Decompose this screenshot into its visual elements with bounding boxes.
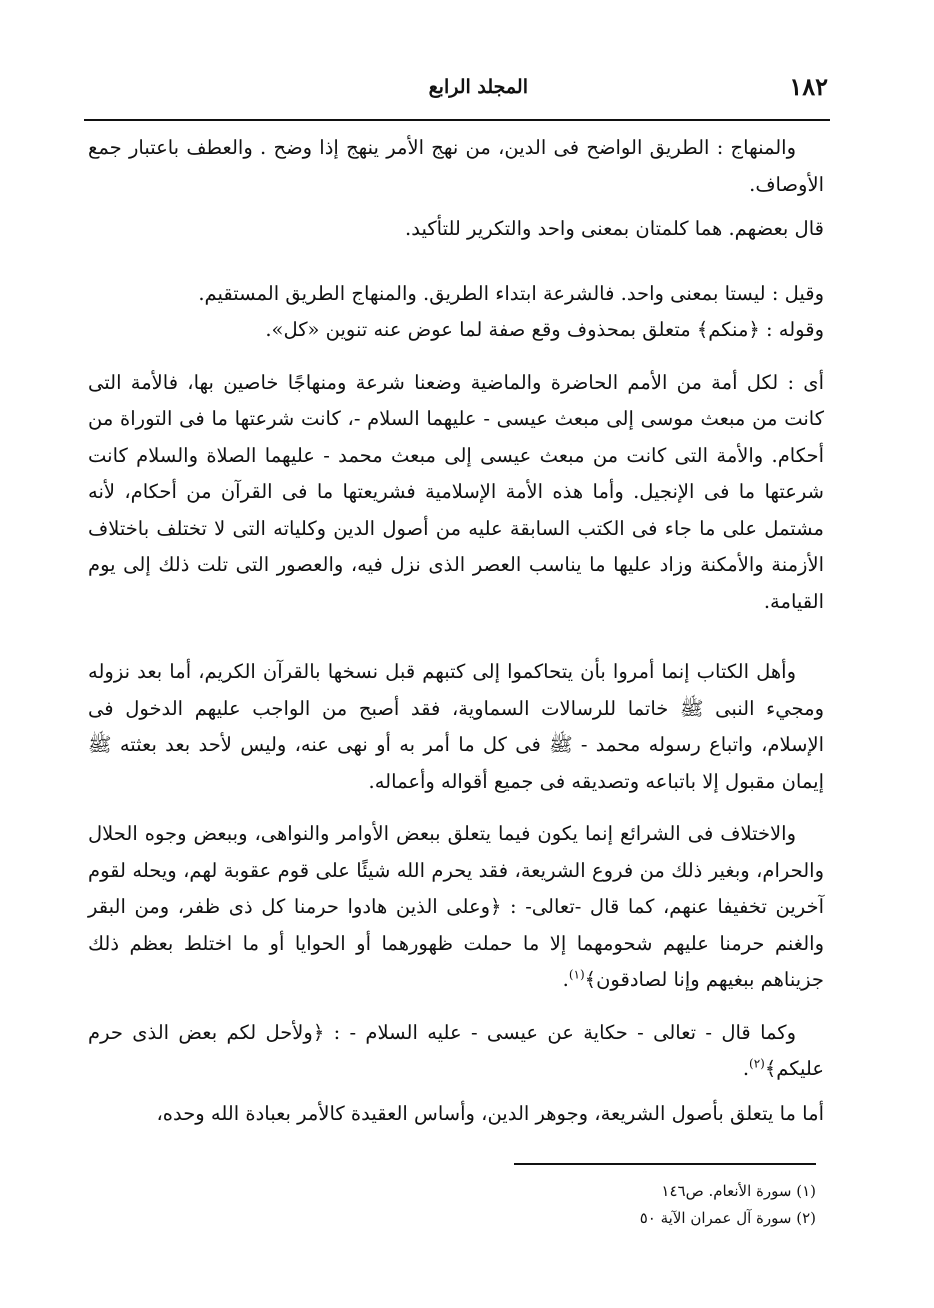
footnote-reference[interactable]: (٢) xyxy=(749,1056,765,1071)
footnote-divider xyxy=(514,1163,816,1165)
paragraph: وأهل الكتاب إنما أمروا بأن يتحاكموا إلى كتبهم قبل نسخها بالقرآن الكريم، أما بعد نزوله ومجيء النبى ﷺ خاتما للرسالات السماوية، فقد أصبح من الواجب عليهم الدخول فى الإسلام، واتباع رسوله محمد - ﷺ فى كل ما أمر به أو نهى عنه، وليس لأحد بعد بعثته ﷺ إيمان مقبول إلا باتباعه وتصديقه فى جميع أقواله وأعماله. xyxy=(88,660,824,793)
paragraph-end: . xyxy=(742,1057,750,1080)
page-header xyxy=(84,70,828,110)
footnote: (٢) سورة آل عمران الآية ٥٠ xyxy=(639,1209,816,1227)
footnote-reference[interactable]: (١) xyxy=(568,967,585,982)
paragraph-text: وكما قال - تعالى - حكاية عن عيسى - عليه السلام - : ﴿ولأحل لكم بعض الذى حرم عليكم﴾ xyxy=(88,1020,824,1080)
footnotes xyxy=(476,1178,816,1232)
paragraph xyxy=(88,816,824,999)
paragraph: وقوله : ﴿منكم﴾ متعلق بمحذوف وقع صفة لما عوض عنه تنوين «كل». xyxy=(265,318,824,341)
paragraph: أى : لكل أمة من الأمم الحاضرة والماضية وضعنا شرعة ومنهاجًا خاصين بها، فالأمة التى كانت من مبعث موسى إلى مبعث عيسى - عليهما السلام -، كانت شرعتها ما فى التوراة من أحكام. والأمة التى كانت من مبعث عيسى إلى مبعث محمد - عليهما الصلاة والسلام كانت شرعتها ما فى الإنجيل. وأما هذه الأمة الإسلامية فشريعتها ما فى القرآن من أحكام، لأنه مشتمل على ما جاء فى الكتب السابقة عليه من أصول الدين وكلياته التى لا تختلف باختلاف الأزمنة والأمكنة وزاد عليها ما يناسب العصر الذى نزل فيه، والعصور التى تلت ذلك إلى يوم القيامة. xyxy=(88,370,824,613)
page-number: ١٨٢ xyxy=(789,72,828,101)
paragraph: وقيل : ليستا بمعنى واحد. فالشرعة ابتداء الطريق. والمنهاج الطريق المستقيم. xyxy=(198,281,824,305)
footnote: (١) سورة الأنعام. ص١٤٦ xyxy=(661,1182,816,1200)
paragraph: قال بعضهم. هما كلمتان بمعنى واحد والتكرير للتأكيد. xyxy=(405,217,824,240)
paragraph-end: . xyxy=(562,968,569,991)
paragraph: والمنهاج : الطريق الواضح فى الدين، من نهج الأمر ينهج إذا وضح . والعطف باعتبار جمع الأوصاف. xyxy=(88,136,824,196)
body-text xyxy=(88,130,824,1132)
paragraph xyxy=(88,1015,824,1088)
paragraph: أما ما يتعلق بأصول الشريعة، وجوهر الدين، وأساس العقيدة كالأمر بعبادة الله وحده، xyxy=(156,1101,824,1125)
running-title: المجلد الرابع xyxy=(428,76,528,98)
header-divider xyxy=(84,119,830,121)
paragraph-text: والاختلاف فى الشرائع إنما يكون فيما يتعلق ببعض الأوامر والنواهى، وببعض وجوه الحلال والحرام، وبغير ذلك من فروع الشريعة، فقد يحرم الله شيئًا على قوم عقوبة لهم، ويحله لقوم آخرين تخفيفا عنهم، كما قال -تعالى- : ﴿وعلى الذين هادوا حرمنا كل ذى ظفر، ومن البقر والغنم حرمنا عليهم شحومهما إلا ما حملت ظهورهما أو الحوايا أو ما اختلط بعظم ذلك جزيناهم ببغيهم وإنا لصادقون﴾ xyxy=(88,822,824,991)
